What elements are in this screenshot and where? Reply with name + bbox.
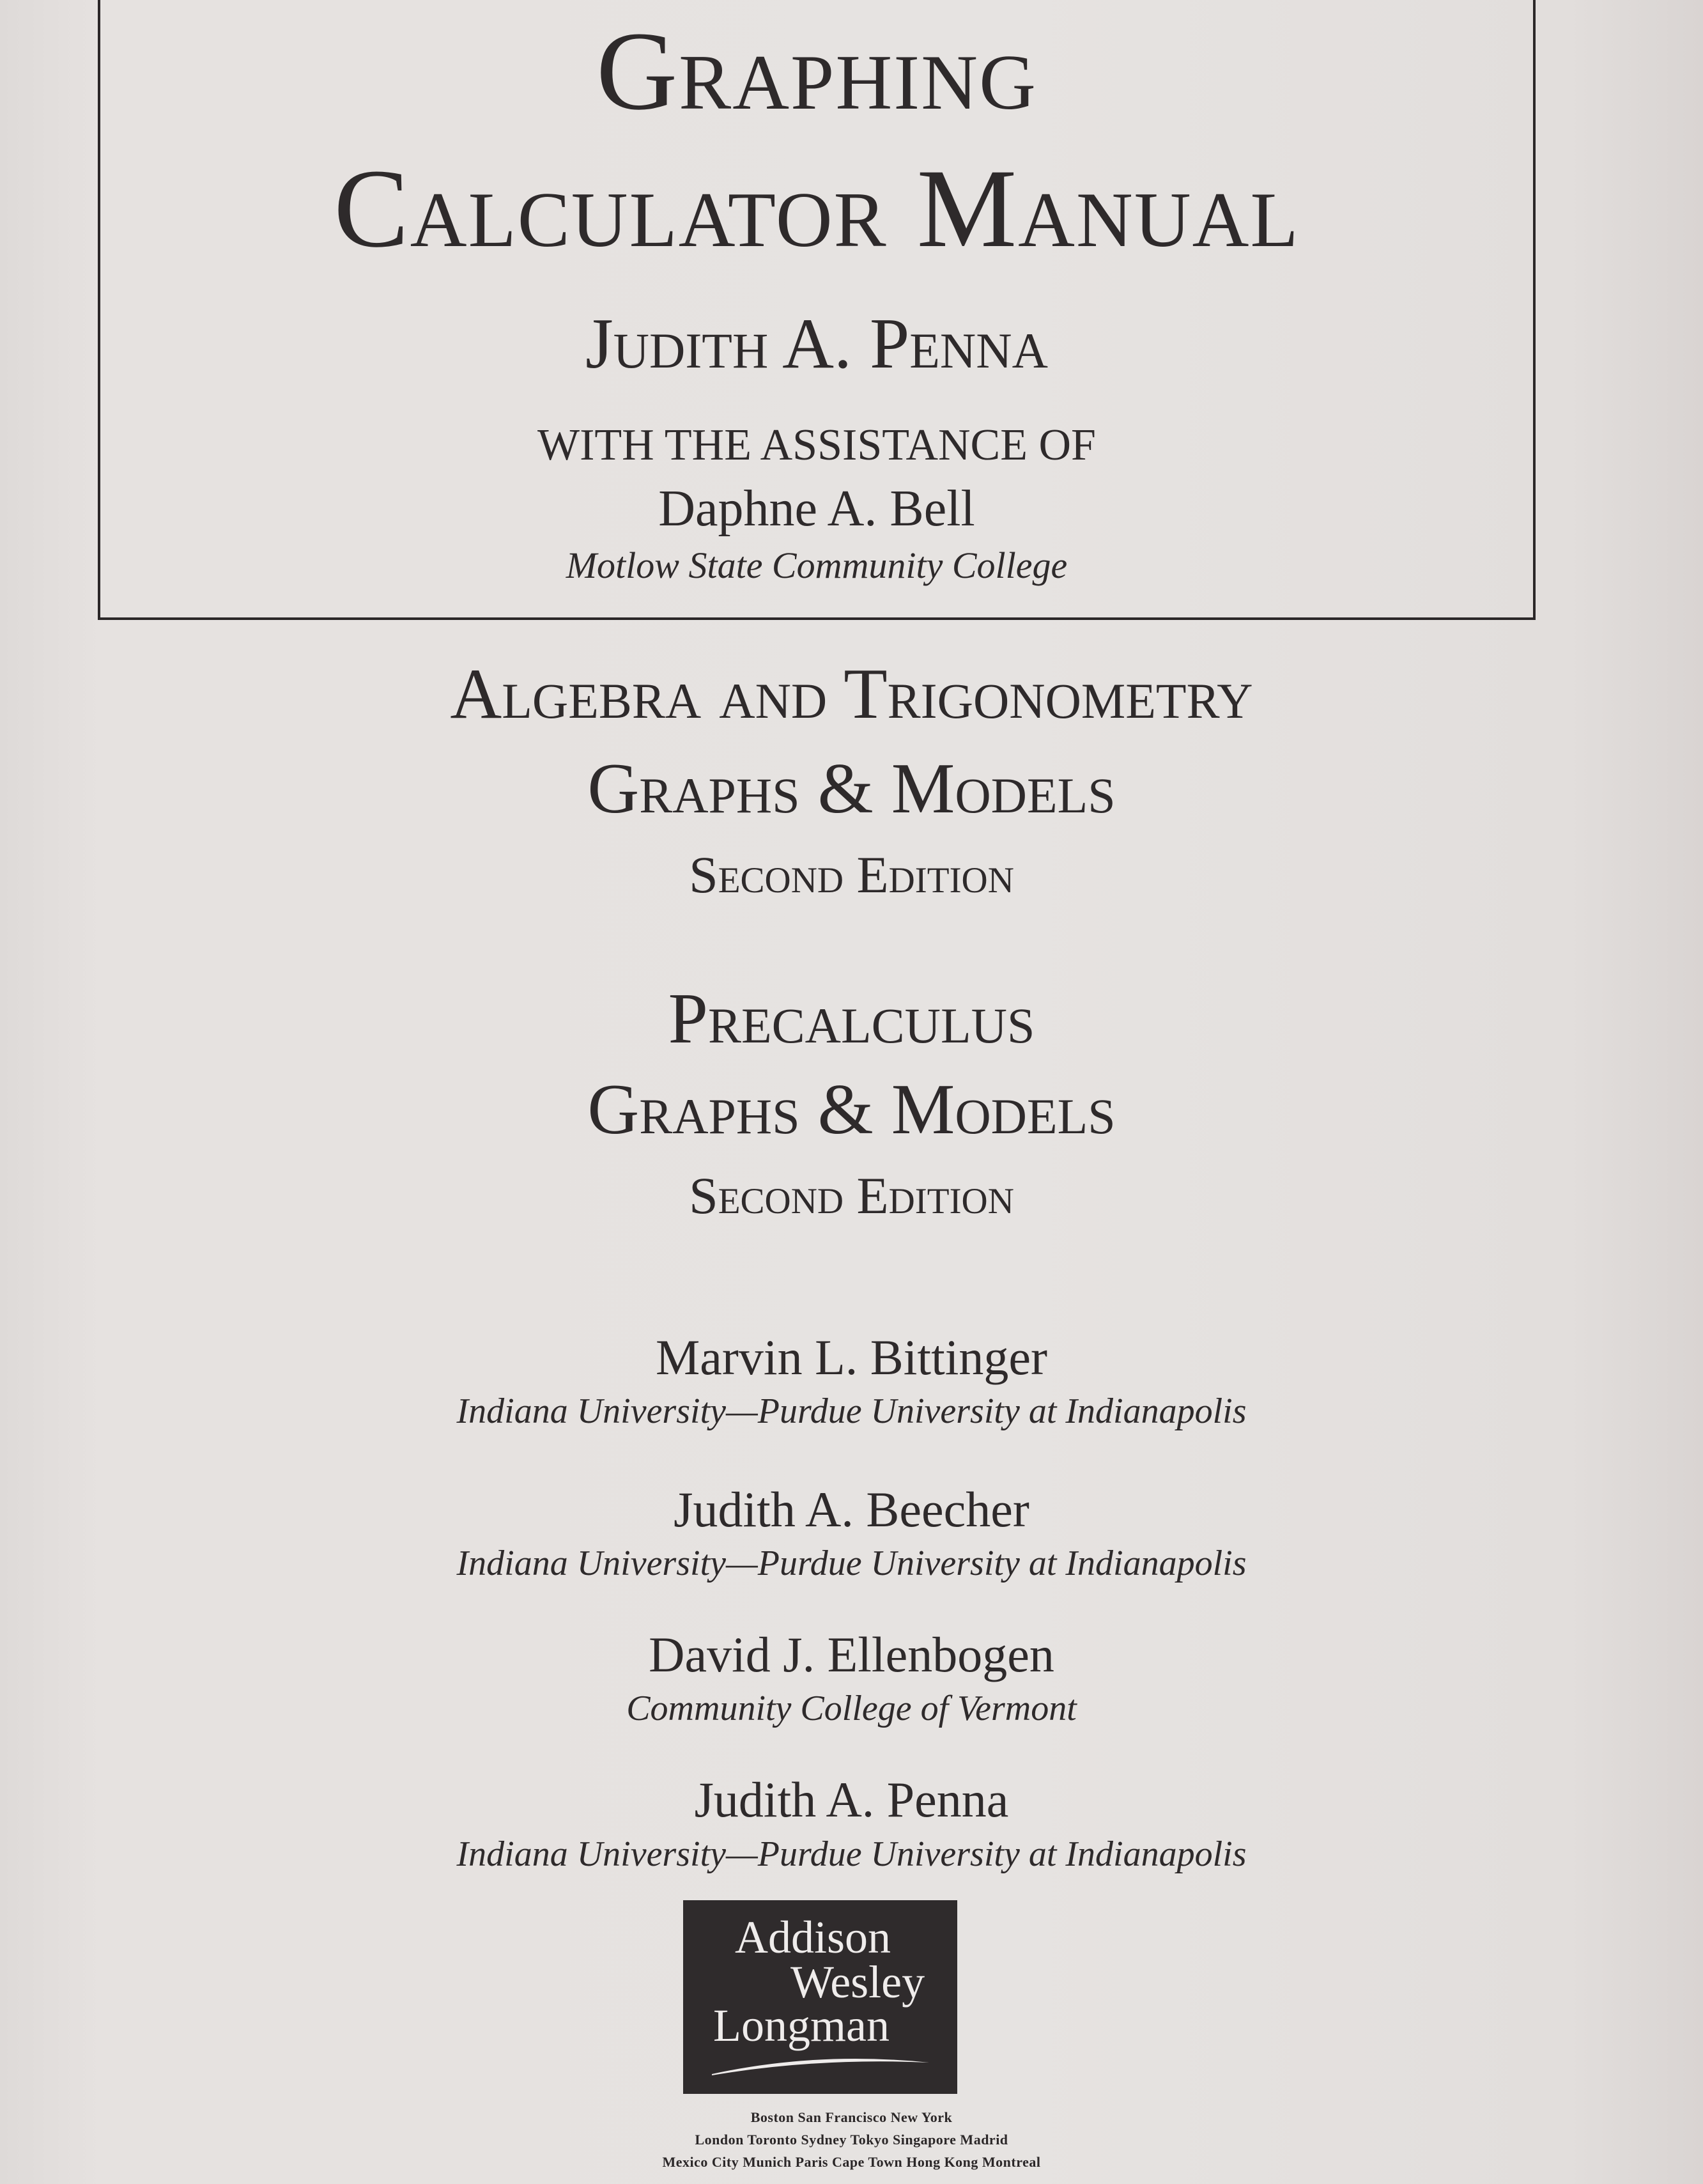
logo-text-line-3: Longman [713,2000,890,2051]
publisher-logo [683,1900,957,2094]
title-box [98,0,1536,620]
author-name: Judith A. Penna [694,1772,1009,1827]
book-1-edition: Second Edition [689,846,1014,904]
author-affiliation: Indiana University—Purdue University at Indianapolis [456,1391,1247,1431]
author-name: Marvin L. Bittinger [655,1329,1048,1385]
logo-text-line-2: Wesley [790,1956,925,2008]
manual-title-line-2: Calculator Manual [334,146,1300,271]
book-2-edition: Second Edition [689,1166,1014,1225]
author-affiliation: Indiana University—Purdue University at Indianapolis [456,1544,1247,1583]
manual-title-line-1: Graphing [596,9,1037,134]
publisher-cities-line-3: Mexico City Munich Paris Cape Town Hong Kong Montreal [662,2154,1041,2170]
book-1-title-line-1: Algebra and Trigonometry [450,654,1253,734]
assistant-name: Daphne A. Bell [658,481,975,537]
logo-text-line-1: Addison [735,1912,891,1963]
author-name: David J. Ellenbogen [649,1627,1054,1682]
assistant-affiliation: Motlow State Community College [566,545,1068,586]
author-affiliation: Community College of Vermont [626,1689,1077,1728]
assistance-label: WITH THE ASSISTANCE OF [537,421,1096,470]
manual-author: Judith A. Penna [585,304,1048,383]
book-2-title-line-2: Graphs & Models [587,1070,1116,1149]
publisher-cities-line-2: London Toronto Sydney Tokyo Singapore Madrid [695,2132,1008,2148]
book-1-title-line-2: Graphs & Models [587,749,1116,828]
author-name: Judith A. Beecher [674,1482,1029,1537]
publisher-cities-line-1: Boston San Francisco New York [750,2109,953,2125]
author-affiliation: Indiana University—Purdue University at Indianapolis [456,1834,1247,1874]
logo-swoosh-icon [709,2054,932,2079]
book-2-title-line-1: Precalculus [668,979,1035,1058]
